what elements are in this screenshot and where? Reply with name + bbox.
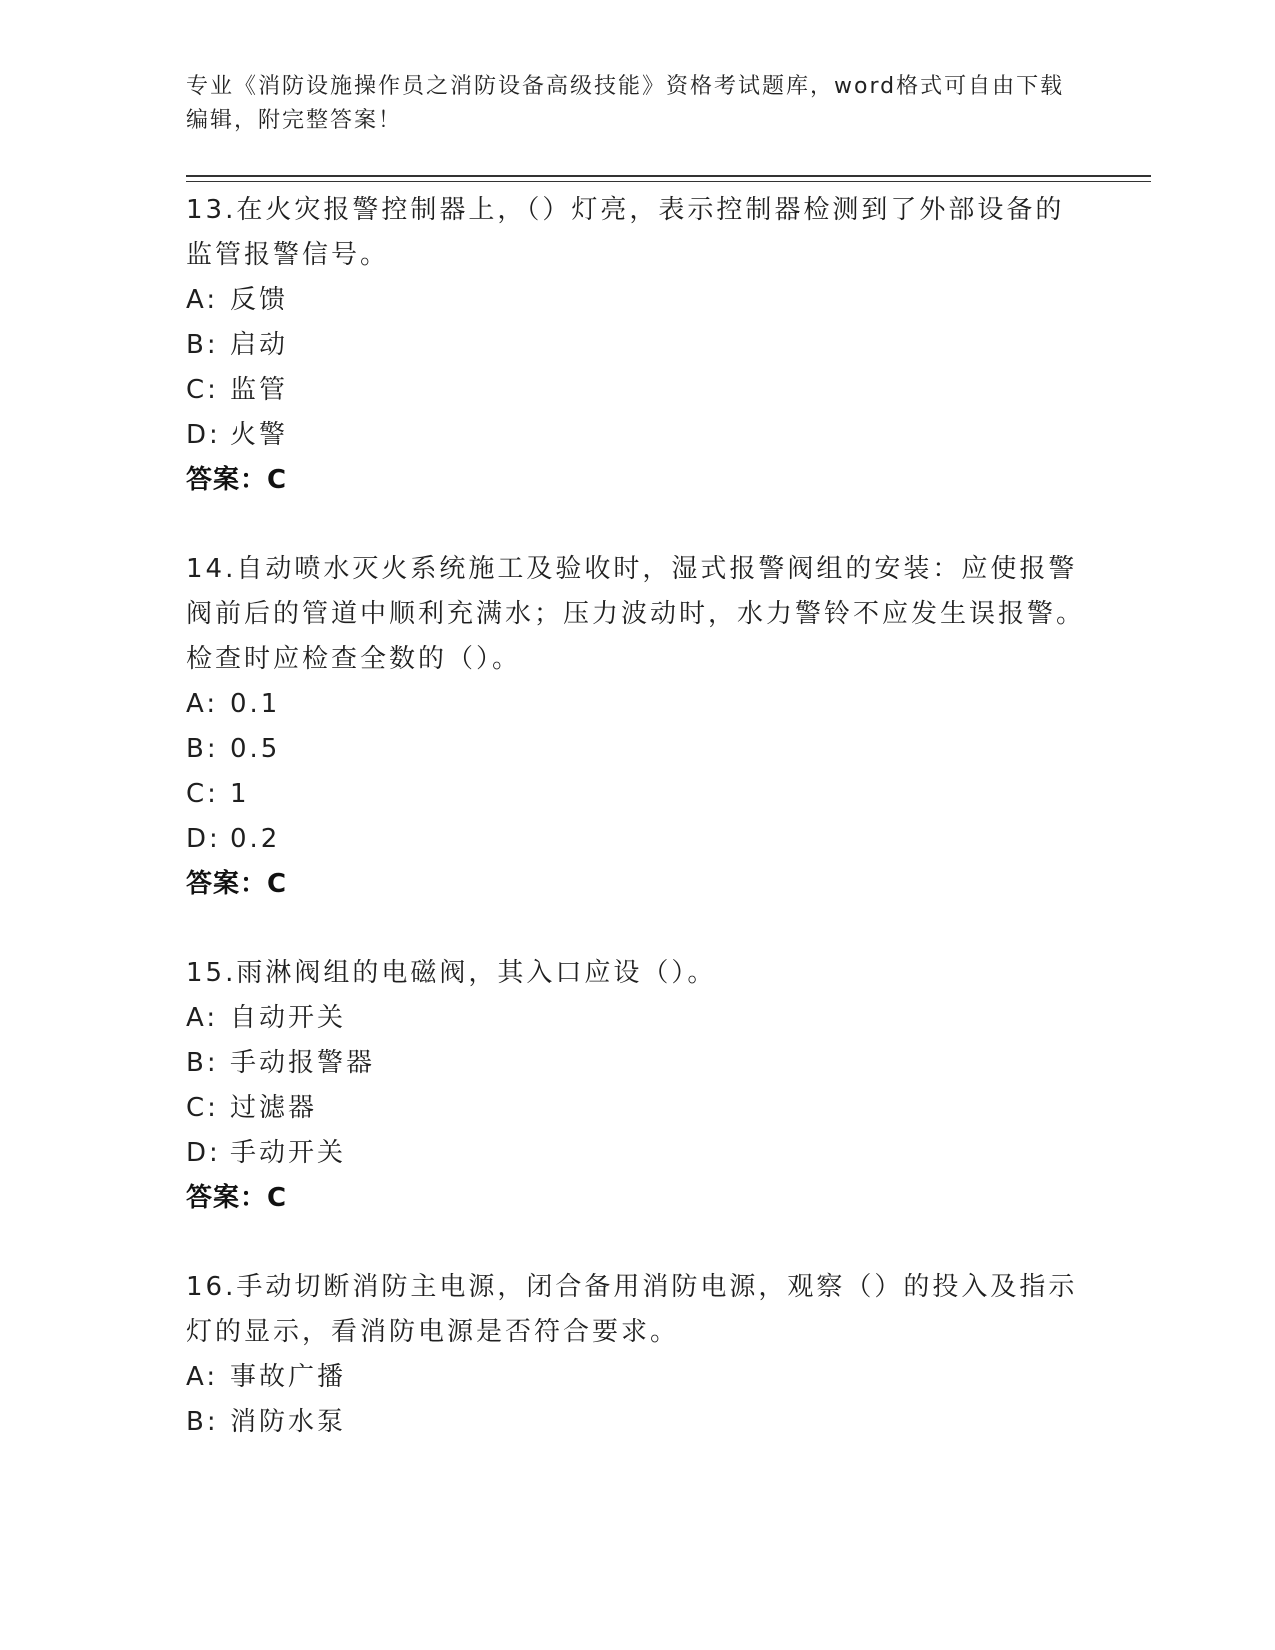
header-note: 专业《消防设施操作员之消防设备高级技能》资格考试题库，word格式可自由下载编辑，附完整答案！ [186,74,1065,133]
option-letter: A: [186,1003,219,1033]
option-letter: C: [186,1093,219,1123]
option-b [186,727,1086,772]
option-text: 0.1 [230,689,281,719]
option-c [186,772,1086,817]
option-d [186,413,1086,458]
option-text: 1 [230,779,250,809]
option-letter: D: [186,1138,221,1168]
option-c [186,368,1086,413]
option-letter: D: [186,420,221,450]
option-a [186,996,1086,1041]
option-letter: C: [186,779,219,809]
question-item [186,188,1086,503]
option-a [186,682,1086,727]
option-text: 过滤器 [230,1093,318,1123]
option-b [186,323,1086,368]
answer-line: 答案：C [186,465,288,495]
question-stem: 16.手动切断消防主电源，闭合备用消防电源，观察（）的投入及指示灯的显示，看消防电源是否符合要求。 [186,1272,1078,1347]
question-item [186,547,1086,907]
option-b [186,1041,1086,1086]
option-letter: B: [186,1048,219,1078]
option-letter: B: [186,330,219,360]
header-divider-thick [186,175,1151,177]
option-text: 反馈 [230,285,289,315]
option-letter: B: [186,1407,219,1437]
option-text: 事故广播 [230,1362,347,1392]
option-d [186,1131,1086,1176]
option-text: 启动 [230,330,289,360]
option-text: 0.5 [230,734,281,764]
option-letter: B: [186,734,219,764]
question-stem: 13.在火灾报警控制器上，（）灯亮，表示控制器检测到了外部设备的监管报警信号。 [186,195,1065,270]
option-c [186,1086,1086,1131]
option-letter: A: [186,285,219,315]
option-text: 0.2 [230,824,281,854]
option-b [186,1400,1086,1445]
option-text: 消防水泵 [230,1407,347,1437]
answer-line: 答案：C [186,869,288,899]
option-text: 手动开关 [230,1138,347,1168]
question-item [186,951,1086,1221]
option-a [186,1355,1086,1400]
option-letter: A: [186,1362,219,1392]
question-item [186,1265,1086,1445]
option-letter: A: [186,689,219,719]
question-stem: 15.雨淋阀组的电磁阀，其入口应设（）。 [186,958,717,988]
header-divider-thin [186,181,1151,182]
question-stem: 14.自动喷水灭火系统施工及验收时，湿式报警阀组的安装：应使报警阀前后的管道中顺利充满水；压力波动时，水力警铃不应发生误报警。检查时应检查全数的（）。 [186,554,1086,674]
question-list [186,188,1086,1445]
option-text: 监管 [230,375,289,405]
option-text: 手动报警器 [230,1048,376,1078]
option-text: 自动开关 [230,1003,347,1033]
answer-line: 答案：C [186,1183,288,1213]
option-a [186,278,1086,323]
option-letter: D: [186,824,221,854]
option-d [186,817,1086,862]
option-letter: C: [186,375,219,405]
option-text: 火警 [230,420,289,450]
